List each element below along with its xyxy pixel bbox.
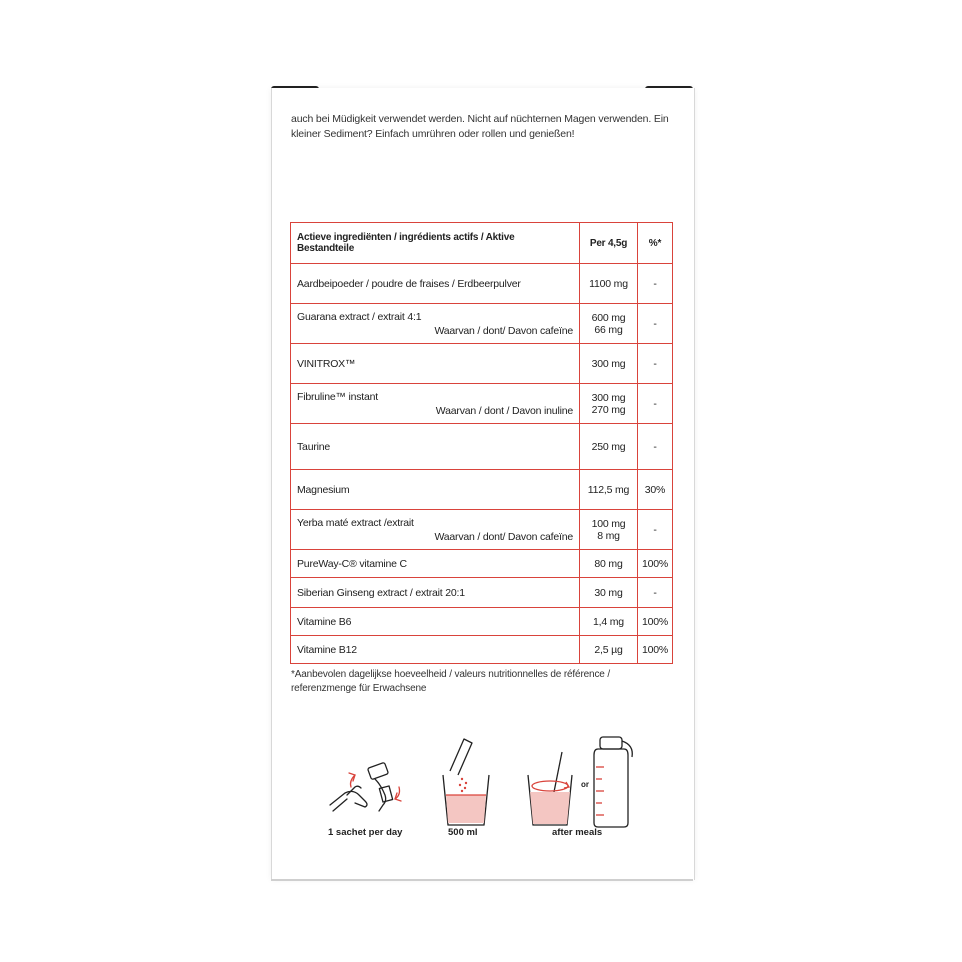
ingredient-name: Yerba maté extract /extrait [297, 516, 414, 529]
ingredient-name: Taurine [297, 440, 331, 453]
table-row [291, 510, 673, 550]
amount-value: 300 mg [591, 357, 626, 370]
amount-value: 30 mg [594, 586, 623, 599]
amount-value: 100 mg [591, 517, 626, 530]
ingredient-name: Aardbeipoeder / poudre de fraises / Erdbeerpulver [297, 277, 521, 290]
percent-cell: 100% [638, 550, 673, 578]
table-row [291, 550, 673, 578]
ingredient-subtext: Waarvan / dont/ Davon cafeïne [434, 324, 573, 337]
intro-text: auch bei Müdigkeit verwendet werden. Nicht auf nüchternen Magen verwenden. Ein kleiner Sediment? Einfach umrühren oder rollen und genießen! [291, 113, 669, 140]
amount-cell [580, 384, 638, 424]
ingredient-subtext: Waarvan / dont/ Davon cafeïne [434, 530, 573, 543]
amount-cell [580, 470, 638, 510]
header-per-serving: Per 4,5g [580, 223, 638, 264]
amount-cell [580, 550, 638, 578]
ingredient-name-cell [291, 304, 580, 344]
percent-cell: - [638, 344, 673, 384]
amount-cell [580, 264, 638, 304]
ingredient-name-cell [291, 384, 580, 424]
percent-cell: - [638, 424, 673, 470]
amount-value: 112,5 mg [587, 483, 630, 496]
table-header-row [291, 223, 673, 264]
percent-cell: 100% [638, 608, 673, 636]
percent-cell: - [638, 510, 673, 550]
ingredient-name-cell [291, 636, 580, 664]
ingredient-name-cell [291, 608, 580, 636]
amount-value: 300 mg [591, 391, 626, 404]
amount-value: 1,4 mg [593, 615, 624, 628]
table-row [291, 470, 673, 510]
amount-value: 600 mg [591, 311, 626, 324]
amount-sub-value: 66 mg [594, 323, 623, 336]
table-row [291, 424, 673, 470]
amount-cell [580, 578, 638, 608]
ingredient-name: Magnesium [297, 483, 350, 496]
percent-cell: - [638, 264, 673, 304]
amount-sub-value: 270 mg [591, 403, 626, 416]
ingredient-name-cell [291, 578, 580, 608]
amount-cell [580, 510, 638, 550]
ingredient-name: Vitamine B6 [297, 615, 352, 628]
ingredient-name: PureWay-C® vitamine C [297, 557, 407, 570]
table-row [291, 608, 673, 636]
table-row [291, 304, 673, 344]
amount-value: 2,5 µg [594, 643, 623, 656]
footnote: *Aanbevolen dagelijkse hoeveelheid / valeurs nutritionnelles de référence / referenzmenge für Erwachsene [291, 669, 610, 694]
table-row [291, 344, 673, 384]
ingredient-name-cell [291, 510, 580, 550]
amount-cell [580, 424, 638, 470]
percent-cell: - [638, 578, 673, 608]
amount-value: 250 mg [591, 440, 626, 453]
percent-cell: 30% [638, 470, 673, 510]
amount-value: 1100 mg [589, 277, 628, 290]
amount-cell [580, 636, 638, 664]
table-row [291, 384, 673, 424]
ingredient-name: Guarana extract / extrait 4:1 [297, 310, 422, 323]
amount-cell [580, 608, 638, 636]
ingredient-name-cell [291, 550, 580, 578]
amount-sub-value: 8 mg [597, 529, 620, 542]
sachet-hand-icon [325, 755, 415, 825]
header-ingredients: Actieve ingrediënten / ingrédients actifs / Aktive Bestandteile [291, 223, 580, 264]
table-row [291, 264, 673, 304]
table-row [291, 636, 673, 664]
package-bottom-edge [271, 879, 693, 881]
ingredient-name: Siberian Ginseng extract / extrait 20:1 [297, 586, 465, 599]
ingredient-name-cell [291, 424, 580, 470]
header-percent: %* [638, 223, 673, 264]
amount-value: 80 mg [594, 557, 623, 570]
shaker-bottle-icon [592, 735, 637, 830]
ingredients-table [290, 222, 673, 664]
ingredient-name-cell [291, 344, 580, 384]
ingredient-name-cell [291, 264, 580, 304]
usage-instructions [290, 730, 680, 850]
table-row [291, 578, 673, 608]
glass-500ml-icon [438, 735, 498, 830]
ingredient-name: Fibruline™ instant [297, 390, 379, 403]
amount-cell [580, 304, 638, 344]
step-2-label: 500 ml [448, 827, 478, 838]
step-1-label: 1 sachet per day [328, 827, 403, 838]
ingredient-name: VINITROX™ [297, 357, 356, 370]
ingredient-subtext: Waarvan / dont / Davon inuline [435, 404, 573, 417]
ingredient-name: Vitamine B12 [297, 643, 357, 656]
percent-cell: 100% [638, 636, 673, 664]
amount-cell [580, 344, 638, 384]
or-label: or [581, 780, 589, 789]
percent-cell: - [638, 304, 673, 344]
ingredient-name-cell [291, 470, 580, 510]
percent-cell: - [638, 384, 673, 424]
step-3-label: after meals [552, 827, 603, 838]
stir-glass-icon [522, 750, 582, 830]
